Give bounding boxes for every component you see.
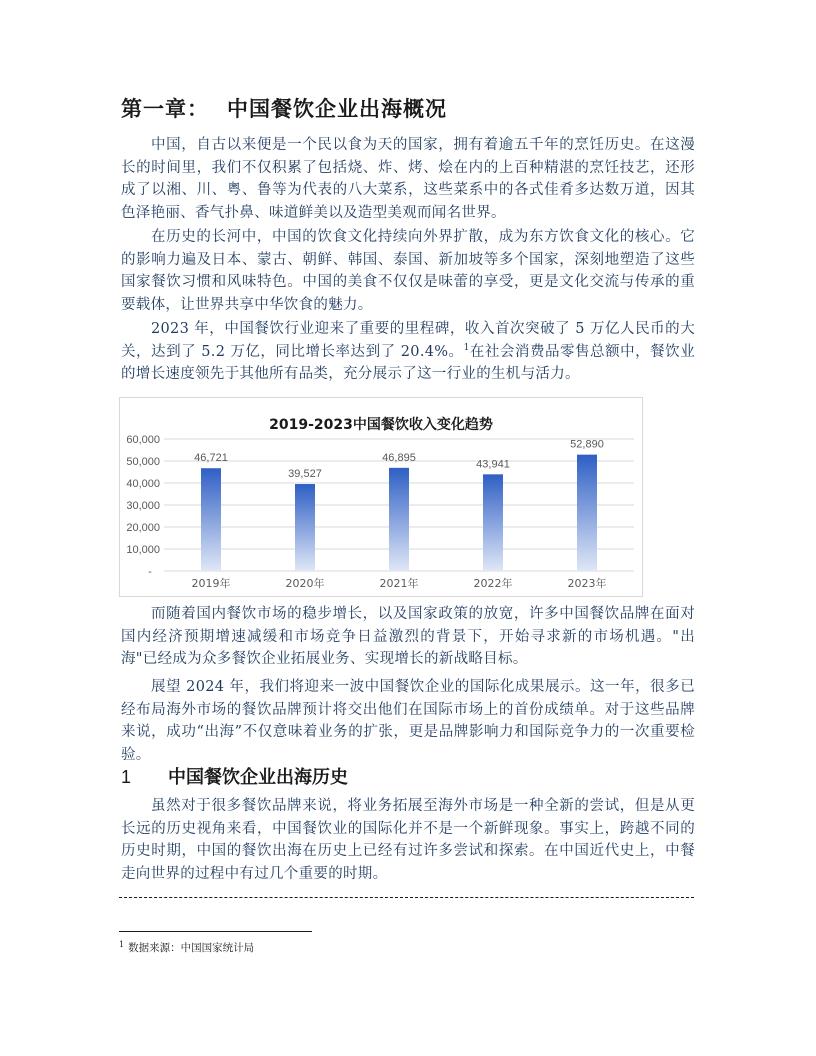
paragraph-5: 展望 2024 年，我们将迎来一波中国餐饮企业的国际化成果展示。这一年，很多已经布局海外市场的餐饮品牌预计将交出他们在国际市场上的首份成绩单。对于这些品牌来说，成功“出海”不仅意味着业务的扩张，更是品牌影响力和国际竞争力的一次重要检验。	[121, 679, 695, 763]
y-tick-label: 30,000	[126, 500, 160, 512]
x-tick-label: 2023年	[567, 577, 607, 590]
paragraph-4: 而随着国内餐饮市场的稳步增长，以及国家政策的放宽，许多中国餐饮品牌在面对国内经济预期增速减缓和市场竞争日益激烈的背景下，开始寻求新的市场机遇。"出海"已经成为众多餐饮企业拓展业务、实现增长的新战略目标。	[121, 606, 696, 668]
y-tick-label: 20,000	[126, 522, 160, 534]
bar-data-label: 46,895	[382, 451, 416, 464]
footnote-text: 数据来源：中国国家统计局	[128, 942, 255, 954]
bar-data-label: 43,941	[476, 458, 510, 471]
y-tick-label: 50,000	[126, 456, 160, 468]
bar	[483, 474, 503, 571]
chart-title: 2019-2023中国餐饮收入变化趋势	[269, 417, 493, 433]
y-tick-label: 60,000	[126, 434, 160, 446]
x-tick-label: 2020年	[285, 577, 325, 590]
y-tick-label: 10,000	[126, 544, 160, 556]
paragraph-3-text-b: 在社会消费品零售总额中，餐饮业的增长速度领先于其他所有品类，充分展示了这一行业的生机与活力。	[121, 343, 696, 383]
footnote	[119, 940, 254, 955]
bar	[201, 468, 221, 571]
bar	[577, 455, 597, 571]
chapter-prefix: 第一章：	[121, 96, 209, 121]
bar	[389, 468, 409, 571]
bar-data-label: 52,890	[570, 438, 604, 451]
y-tick-label: -	[148, 566, 152, 578]
paragraph-2: 在历史的长河中，中国的饮食文化持续向外界扩散，成为东方饮食文化的核心。它的影响力遍及日本、蒙古、朝鲜、韩国、泰国、新加坡等多个国家，深刻地塑造了这些国家餐饮习惯和风味特色。中国的美食不仅仅是味蕾的享受，更是文化交流与传承的重要载体，让世界共享中华饮食的魅力。	[121, 229, 695, 313]
y-tick-label: 40,000	[126, 478, 160, 490]
paragraph-3-text-a: 2023 年，中国餐饮行业迎来了重要的里程碑，收入首次突破了 5 万亿人民币的大关，达到了 5.2 万亿，同比增长率达到了 20.4%。	[121, 321, 695, 360]
section-heading	[121, 763, 348, 789]
revenue-chart-svg	[120, 398, 642, 596]
x-tick-label: 2019年	[191, 577, 231, 590]
bar-data-label: 39,527	[288, 468, 322, 481]
chapter-title-text: 中国餐饮企业出海概况	[227, 96, 447, 121]
section-number: 1	[121, 767, 132, 787]
revenue-chart	[119, 397, 643, 597]
x-tick-label: 2021年	[379, 577, 419, 590]
bar	[295, 484, 315, 571]
section-title: 中国餐饮企业出海历史	[168, 767, 348, 788]
dashed-divider	[119, 897, 694, 898]
paragraph-3	[121, 318, 695, 386]
paragraph-6: 虽然对于很多餐饮品牌来说，将业务拓展至海外市场是一种全新的尝试，但是从更长远的历史视角来看，中国餐饮业的国际化并不是一个新鲜现象。事实上，跨越不同的历史时期，中国的餐饮出海在历史上已经有过许多尝试和探索。在中国近代史上，中餐走向世界的过程中有过几个重要的时期。	[121, 798, 695, 882]
chapter-title	[121, 93, 447, 123]
footnote-mark: 1	[119, 939, 125, 949]
footnote-separator	[119, 931, 312, 932]
paragraph-1: 中国，自古以来便是一个民以食为天的国家，拥有着逾五千年的烹饪历史。在这漫长的时间里，我们不仅积累了包括烧、炸、烤、烩在内的上百种精湛的烹饪技艺，还形成了以湘、川、粤、鲁等为代表的八大菜系，这些菜系中的各式佳肴多达数万道，因其色泽艳丽、香气扑鼻、味道鲜美以及造型美观而闻名世界。	[121, 137, 695, 221]
footnote-reference[interactable]: 1	[463, 342, 470, 353]
x-tick-label: 2022年	[473, 577, 513, 590]
bar-data-label: 46,721	[194, 452, 228, 465]
